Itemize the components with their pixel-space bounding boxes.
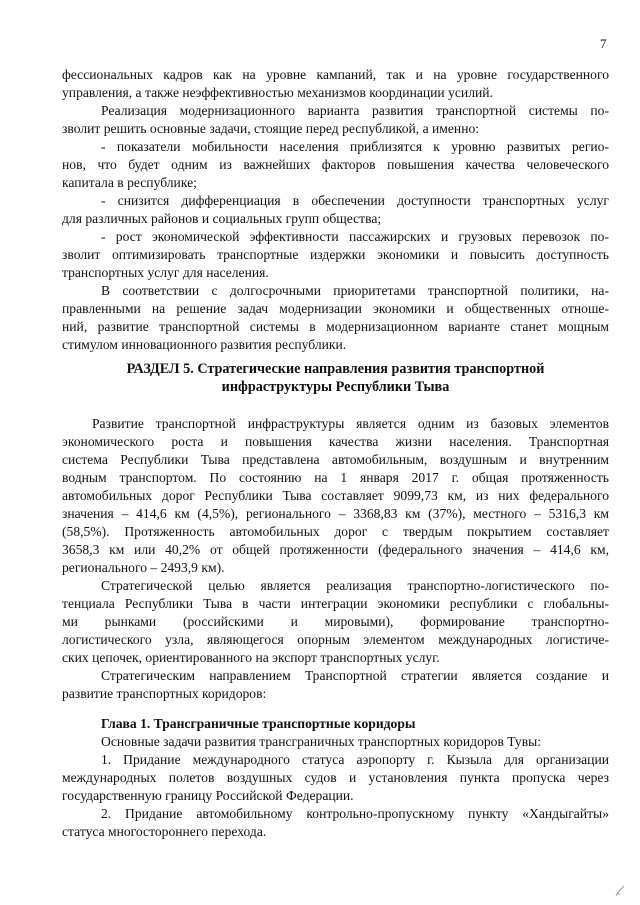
page-number: 7 xyxy=(600,36,607,51)
section-para2-line-5: ских цепочек, ориентированного на экспорт транспортных услуг. xyxy=(62,650,440,665)
bullet3-line-1: - рост экономической эффективности пассажирских и грузовых перевозок по- xyxy=(101,229,609,244)
section-para1-line-3: система Республики Тыва представлена автомобильным, воздушным и внутренним xyxy=(62,452,609,467)
chapter-item2-line-1: 2. Придание автомобильному контрольно-пропускному пункту «Хандыгайты» xyxy=(101,806,609,821)
scan-mark-icon xyxy=(614,884,626,898)
continuation-line-1: фессиональных кадров как на уровне кампаний, так и на уровне государственного xyxy=(62,67,609,82)
bullet3-line-2: зволит оптимизировать транспортные издержки экономики и повысить доступность xyxy=(62,247,609,262)
bullet2-line-2: для различных районов и социальных групп общества; xyxy=(62,211,382,226)
section-para1-line-4: водным транспортом. По состоянию на 1 января 2017 г. общая протяженность xyxy=(62,470,609,485)
para2-line-2: правленными на решение задач модернизации экономики и общественных отноше- xyxy=(62,301,609,316)
chapter-intro: Основные задачи развития трансграничных транспортных коридоров Тувы: xyxy=(101,734,542,749)
chapter-item1-line-1: 1. Придание международного статуса аэропорту г. Кызыла для организации xyxy=(101,752,609,767)
bullet3-line-3: транспортных услуг для населения. xyxy=(62,265,269,280)
section-para1-line-5: автомобильных дорог Республики Тыва составляет 9099,73 км, из них федерального xyxy=(62,488,609,503)
chapter-item2-line-2: статуса многостороннего перехода. xyxy=(62,824,267,839)
chapter-item1-line-3: государственную границу Российской Федерации. xyxy=(62,788,354,803)
para1-line-1: Реализация модернизационного варианта развития транспортной системы по- xyxy=(101,103,609,118)
section-heading-line-1: РАЗДЕЛ 5. Стратегические направления развития транспортной xyxy=(126,361,545,377)
section-para2-line-2: тенциала Республики Тыва в части интеграции экономики республики с глобальны- xyxy=(62,596,609,611)
para1-line-2: зволит решить основные задачи, стоящие перед республикой, а именно: xyxy=(62,121,480,136)
section-para1-line-2: экономического роста и повышения качества жизни населения. Транспортная xyxy=(62,434,609,449)
chapter-item1-line-2: международных полетов воздушных судов и установления пункта пропуска через xyxy=(62,770,609,785)
section-para3-line-1: Стратегическим направлением Транспортной стратегии является создание и xyxy=(101,668,609,683)
chapter-section xyxy=(62,715,609,841)
section-body xyxy=(62,415,609,703)
section-para1-line-1: Развитие транспортной инфраструктуры является одним из базовых элементов xyxy=(92,416,609,431)
section-para1-line-8: 3658,3 км или 40,2% от общей протяженности (федерального значения – 414,6 км, xyxy=(62,542,609,557)
section-para1-line-9: регионального – 2493,9 км). xyxy=(62,560,225,575)
section-heading-line-2: инфраструктуры Республики Тыва xyxy=(221,379,450,395)
bullet2-line-1: - снизится дифференциация в обеспечении доступности транспортных услуг xyxy=(101,193,609,208)
section-para2-line-4: логистического узла, являющегося опорным элементом международных логистиче- xyxy=(62,632,609,647)
section-para1-line-7: (58,5%). Протяженность автомобильных дорог с твердым покрытием составляет xyxy=(62,524,609,539)
para2-line-4: стимулом инновационного развития республики. xyxy=(62,337,347,352)
section-para2-line-1: Стратегической целью является реализация транспортно-логистического по- xyxy=(101,578,609,593)
section-para3-line-2: развитие транспортных коридоров: xyxy=(62,686,267,701)
intro-section xyxy=(62,66,609,354)
para2-line-3: ний, развитие транспортной системы в модернизационном варианте станет мощным xyxy=(62,319,609,334)
bullet1-line-3: капитала в республике; xyxy=(62,175,197,190)
bullet1-line-2: нов, что будет одним из важнейших факторов повышения качества человеческого xyxy=(62,157,609,172)
section-para1-line-6: значения – 414,6 км (4,5%), регионального – 3368,83 км (37%), местного – 5316,3 км xyxy=(62,506,609,521)
section-heading xyxy=(62,360,609,396)
section-para2-line-3: ми рынками (российскими и мировыми), формирование транспортно- xyxy=(62,614,609,629)
continuation-line-2: управления, а также неэффективностью механизмов координации усилий. xyxy=(62,85,493,100)
para2-line-1: В соответствии с долгосрочными приоритетами транспортной политики, на- xyxy=(101,283,609,298)
chapter-title: Глава 1. Трансграничные транспортные коридоры xyxy=(101,716,416,731)
bullet1-line-1: - показатели мобильности населения приблизятся к уровню развитых регио- xyxy=(101,139,609,154)
